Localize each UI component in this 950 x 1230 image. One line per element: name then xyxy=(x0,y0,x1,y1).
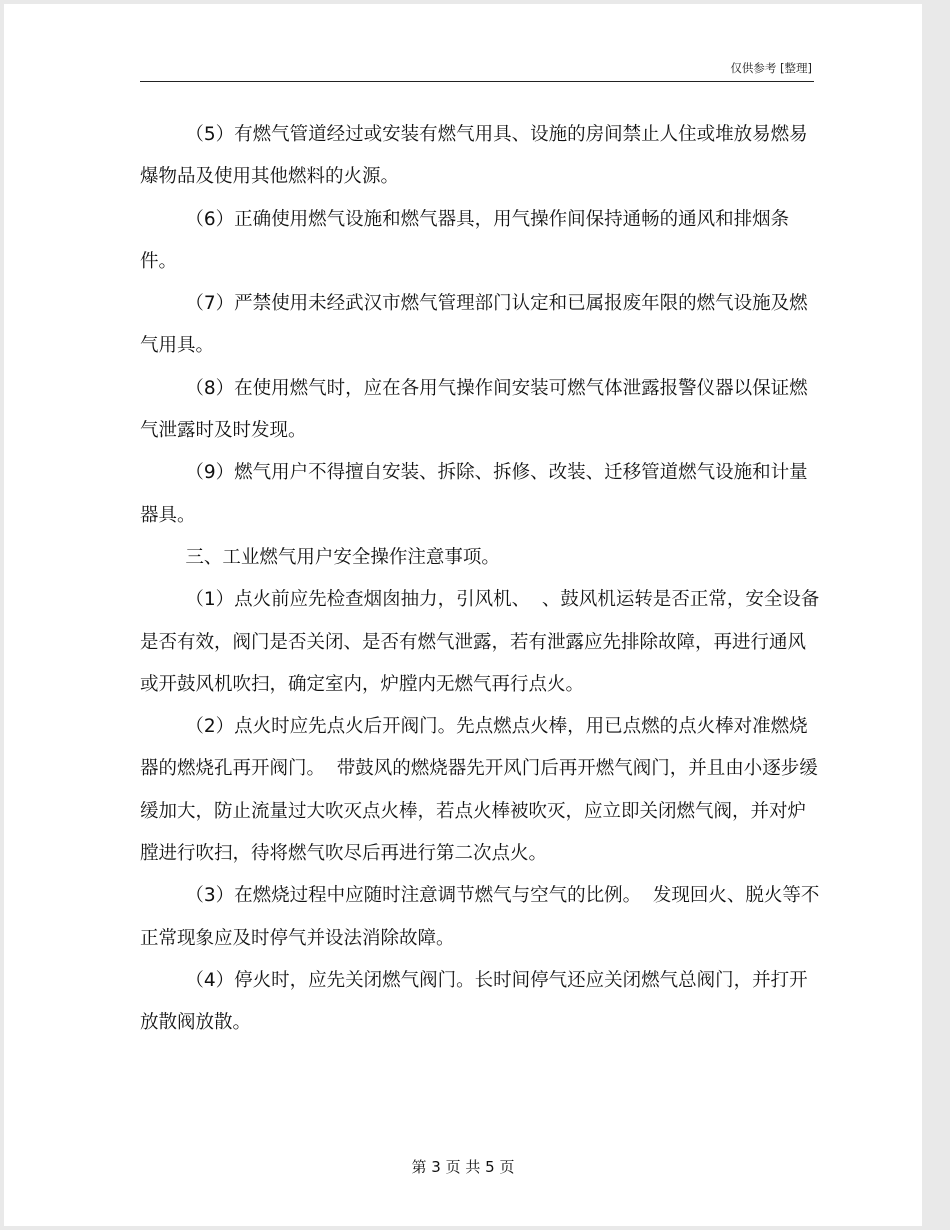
paragraph-industrial-2: （2）点火时应先点火后开阀门。先点燃点火棒，用已点燃的点火棒对准燃烧器的燃烧孔再开阀门。 带鼓风的燃烧器先开风门后再开燃气阀门，并且由小逐步缓缓加大，防止流量过大吹灭点火棒，若点火棒被吹灭，应立即关闭燃气阀，并对炉膛进行吹扫，待将燃气吹尽后再进行第二次点火。 xyxy=(140,716,818,865)
page-header xyxy=(140,52,814,82)
paragraph-6: （6）正确使用燃气设施和燃气器具，用气操作间保持通畅的通风和排烟条件。 xyxy=(140,208,790,272)
paragraph-7: （7）严禁使用未经武汉市燃气管理部门认定和已属报废年限的燃气设施及燃气用具。 xyxy=(140,293,808,357)
paragraph-industrial-3: （3）在燃烧过程中应随时注意调节燃气与空气的比例。 发现回火、脱火等不正常现象应及时停气并设法消除故障。 xyxy=(140,885,820,949)
header-label: 仅供参考 [整理] xyxy=(730,61,812,75)
section-heading: 三、工业燃气用户安全操作注意事项。 xyxy=(185,546,500,568)
page-footer: 第 3 页 共 5 页 xyxy=(411,1158,515,1176)
document-body xyxy=(140,114,820,1045)
paragraph-industrial-1: （1）点火前应先检查烟囱抽力，引风机、 、鼓风机运转是否正常，安全设备是否有效，阀门是否关闭、是否有燃气泄露，若有泄露应先排除故障，再进行通风或开鼓风机吹扫，确定室内，炉膛内无燃气再行点火。 xyxy=(140,589,820,695)
paragraph-8: （8）在使用燃气时，应在各用气操作间安装可燃气体泄露报警仪器以保证燃气泄露时及时发现。 xyxy=(140,377,808,442)
paragraph-5: （5）有燃气管道经过或安装有燃气用具、设施的房间禁止人住或堆放易燃易爆物品及使用其他燃料的火源。 xyxy=(140,124,808,188)
document-page xyxy=(4,4,922,1226)
paragraph-industrial-4: （4）停火时，应先关闭燃气阀门。长时间停气还应关闭燃气总阀门，并打开放散阀放散。 xyxy=(140,969,808,1034)
paragraph-9: （9）燃气用户不得擅自安装、拆除、拆修、改装、迁移管道燃气设施和计量器具。 xyxy=(140,462,808,526)
